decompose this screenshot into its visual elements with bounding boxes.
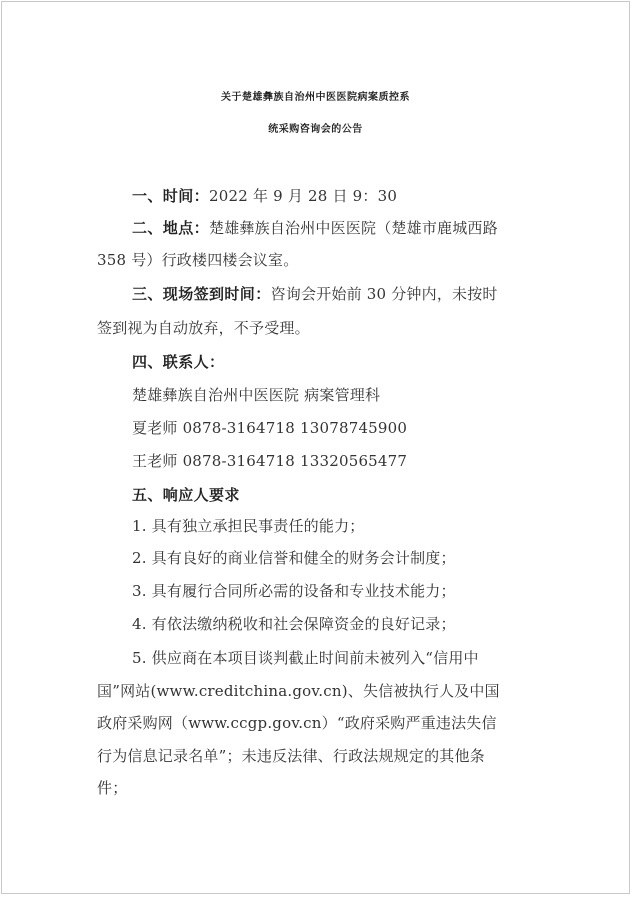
location-label: 二、地点： (132, 219, 210, 237)
document-title-line-1: 关于楚雄彝族自治州中医医院病案质控系 (221, 92, 410, 103)
requirement-item-3: 3. 具有履行合同所必需的设备和专业技术能力； (132, 582, 456, 600)
location-value-line-1: 楚雄彝族自治州中医医院（楚雄市鹿城西路 (209, 219, 498, 237)
time-value: 2022 年 9 月 28 日 9：30 (209, 187, 398, 205)
location-section (132, 217, 498, 238)
requirement-item-5-line-5: 件； (97, 779, 128, 797)
requirement-item-2: 2. 具有良好的商业信誉和健全的财务会计制度； (132, 549, 456, 567)
requirement-item-5-line-1: 5. 供应商在本项目谈判截止时间前未被列入“信用中 (132, 649, 479, 667)
signin-section (132, 283, 498, 304)
contact-person-1: 夏老师 0878-3164718 13078745900 (132, 419, 408, 437)
requirement-item-4: 4. 有依法缴纳税收和社会保障资金的良好记录； (132, 615, 456, 633)
requirements-label: 五、响应人要求 (132, 486, 240, 504)
requirement-item-1: 1. 具有独立承担民事责任的能力； (132, 517, 365, 535)
contacts-label: 四、联系人： (132, 353, 225, 371)
signin-value-line-1: 咨询会开始前 30 分钟内，未按时 (270, 285, 498, 303)
requirement-item-5-line-2: 国”网站(www.creditchina.gov.cn)、失信被执行人及中国 (97, 682, 500, 700)
contact-person-2: 王老师 0878-3164718 13320565477 (132, 452, 408, 470)
requirement-item-5-line-4: 行为信息记录名单”；未违反法律、行政法规规定的其他条 (97, 747, 485, 765)
document-title-line-2: 统采购咨询会的公告 (268, 124, 363, 135)
time-section (132, 185, 397, 206)
signin-label: 三、现场签到时间： (132, 285, 271, 303)
document-page (1, 1, 630, 894)
requirement-item-5-line-3: 政府采购网（www.ccgp.gov.cn）“政府采购严重违法失信 (97, 714, 497, 732)
time-label: 一、时间： (132, 187, 210, 205)
signin-value-line-2: 签到视为自动放弃，不予受理。 (97, 319, 310, 337)
contacts-org: 楚雄彝族自治州中医医院 病案管理科 (132, 386, 381, 404)
location-value-line-2: 358 号）行政楼四楼会议室。 (97, 251, 299, 269)
